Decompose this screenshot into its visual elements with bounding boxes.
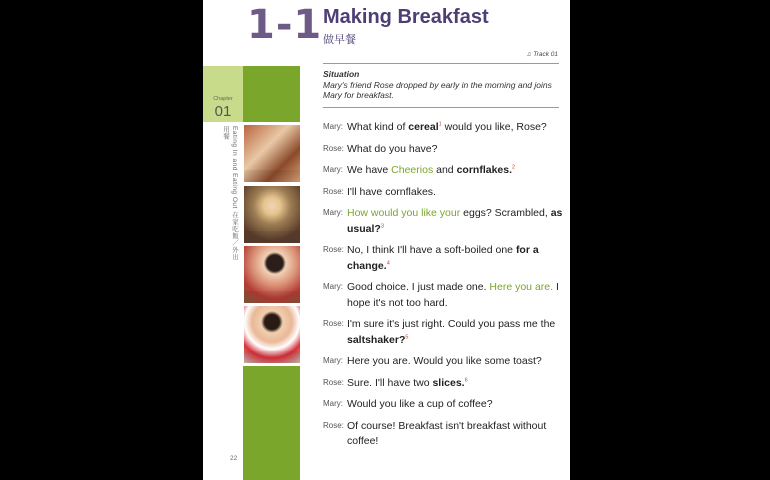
speaker-name: Mary: <box>323 282 343 291</box>
vocab-term: for a change. <box>347 244 539 272</box>
page-number: 22 <box>230 455 238 462</box>
dialogue-line <box>323 120 565 136</box>
speaker-name: Rose: <box>323 420 344 430</box>
utterance-text: Sure. I'll have two <box>347 376 433 389</box>
chapter-number: 01 <box>214 103 232 120</box>
lesson-title: Making Breakfast <box>323 6 489 28</box>
utterance-text: eggs? Scrambled, <box>460 207 551 219</box>
speaker-name: Rose: <box>323 143 344 153</box>
speaker-name: Rose: <box>323 377 344 387</box>
dialogue-line <box>323 397 565 413</box>
footnote-marker: 3 <box>380 223 384 229</box>
speaker-name: Mary: <box>323 122 343 131</box>
dialogue-line <box>323 419 565 450</box>
speaker-name: Mary: <box>323 165 343 174</box>
utterance <box>347 185 436 201</box>
track-label: Track 01 <box>533 51 558 58</box>
photo-woman-eating <box>244 246 300 303</box>
footnote-marker: 6 <box>464 377 468 383</box>
utterance <box>347 243 565 274</box>
utterance <box>347 354 542 370</box>
utterance-text: I hope it's not too hard. <box>347 281 559 309</box>
utterance-text: What do you have? <box>347 142 438 155</box>
dialogue-line <box>323 354 565 370</box>
utterance-text: I'll have cornflakes. <box>347 185 436 198</box>
dialogue-line <box>323 163 565 179</box>
vocab-term: cornflakes. <box>456 164 513 176</box>
utterance-text: Good choice. I just made one. <box>347 281 490 293</box>
photo-woman-portrait <box>244 306 300 363</box>
utterance <box>347 376 468 392</box>
utterance <box>347 206 565 237</box>
chapter-title-vertical: Eating In and Eating Out 在家吃飯／外出用餐 <box>222 126 238 261</box>
vocab-term: cereal <box>408 121 439 133</box>
lesson-title-chinese: 做早餐 <box>323 34 356 46</box>
utterance <box>347 317 565 348</box>
dialogue-line <box>323 185 565 201</box>
utterance <box>347 280 565 311</box>
dialogue-line <box>323 376 565 392</box>
dialogue-line <box>323 206 565 237</box>
book-page <box>203 0 570 480</box>
divider-top <box>323 63 559 64</box>
audio-track[interactable] <box>527 51 559 58</box>
dialogue-line <box>323 280 565 311</box>
chapter-label: Chapter <box>213 96 233 102</box>
utterance-text: Of course! Breakfast isn't breakfast without coffee! <box>347 419 547 447</box>
utterance <box>347 163 515 179</box>
utterance-text: Here you are. Would you like some toast? <box>347 355 542 367</box>
lesson-number: 1-1 <box>247 2 323 48</box>
speaker-name: Mary: <box>323 208 343 217</box>
speaker-name: Rose: <box>323 319 344 328</box>
green-band-bottom <box>243 366 300 480</box>
situation-text: Mary's friend Rose dropped by early in the morning and joins Mary for breakfast. <box>323 79 552 100</box>
dialogue-line <box>323 142 565 158</box>
dialogue-line <box>323 243 565 274</box>
footnote-marker: 5 <box>405 334 409 340</box>
utterance-text: We have <box>347 164 392 176</box>
utterance-text: I'm sure it's just right. Could you pass me the <box>347 318 556 330</box>
utterance <box>347 397 493 413</box>
footnote-marker: 1 <box>438 121 442 128</box>
dialogue <box>323 120 565 456</box>
footnote-marker: 2 <box>512 164 516 171</box>
phrase-highlight: How would you like your <box>347 207 461 219</box>
utterance-text: and <box>433 164 457 176</box>
utterance-text: would you like, Rose? <box>441 121 547 133</box>
footnote-marker: 4 <box>386 260 390 266</box>
phrase-highlight: Cheerios <box>391 164 434 176</box>
headphones-icon: ♫ <box>526 51 534 58</box>
vocab-term: as usual? <box>347 207 563 235</box>
utterance <box>347 419 565 450</box>
speaker-name: Mary: <box>323 356 343 365</box>
speaker-name: Mary: <box>323 399 343 408</box>
utterance-text: Would you like a cup of coffee? <box>347 398 493 410</box>
utterance <box>347 142 437 158</box>
speaker-name: Rose: <box>323 186 344 196</box>
green-band-top <box>243 66 300 122</box>
vocab-term: saltshaker? <box>347 333 406 346</box>
vocab-term: slices. <box>432 376 465 389</box>
utterance-text: No, I think I'll have a soft-boiled one <box>347 244 516 256</box>
photo-blonde-woman <box>244 186 300 243</box>
situation-heading: Situation <box>323 69 360 79</box>
situation-box <box>323 69 559 101</box>
phrase-highlight: Here you are. <box>489 281 554 293</box>
utterance-text: What kind of <box>347 121 409 133</box>
utterance <box>347 120 547 136</box>
divider-bottom <box>323 107 559 108</box>
speaker-name: Rose: <box>323 245 344 254</box>
dialogue-line <box>323 317 565 348</box>
photo-breakfast-table <box>244 125 300 182</box>
